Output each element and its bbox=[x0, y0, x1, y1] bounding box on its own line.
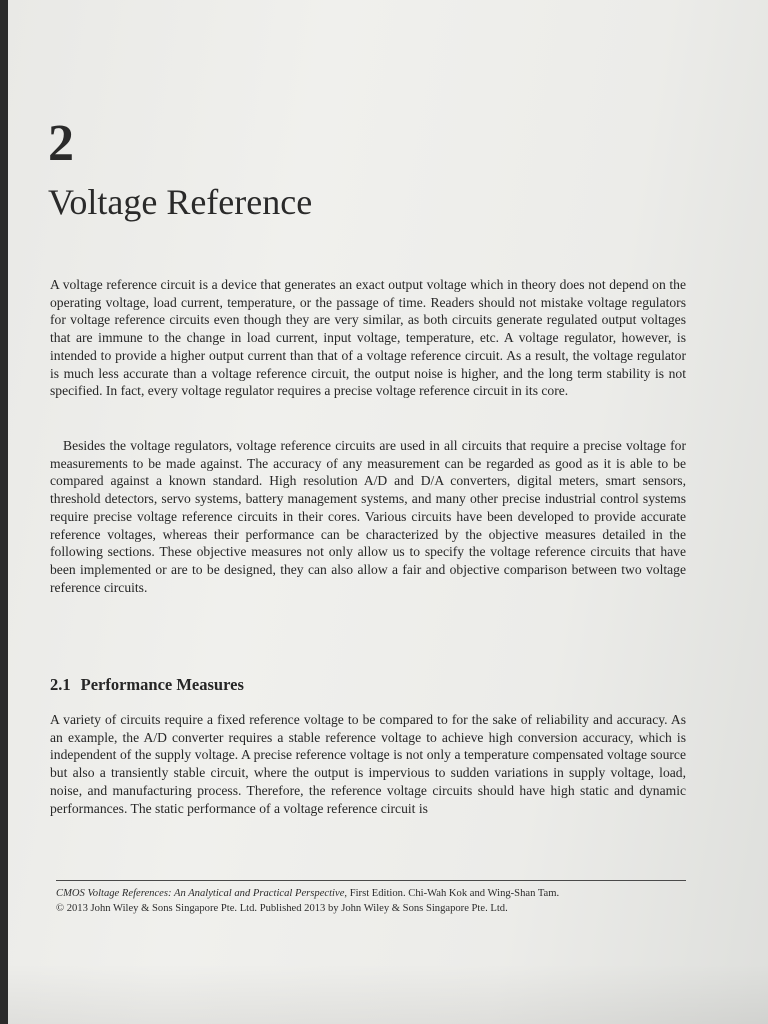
footnote-book-title: CMOS Voltage References: An Analytical and Practical Perspective bbox=[56, 888, 345, 899]
page-shadow bbox=[8, 964, 768, 1024]
section-paragraph: A variety of circuits require a fixed reference voltage to be compared to for the sake of reliability and accuracy. As an example, the A/D converter requires a stable reference voltage to achieve high conversion accuracy, which is independent of the supply voltage. A precise reference voltage is not only a temperature compensated voltage source but also a transiently stable circuit, where the output is impervious to sudden variations in supply voltage, load, noise, and manufacturing process. Therefore, the reference voltage circuits should have high static and dynamic performances. The static performance of a voltage reference circuit is bbox=[50, 712, 686, 816]
copyright-footnote bbox=[56, 886, 692, 916]
footnote-copyright: © 2013 John Wiley & Sons Singapore Pte. Ltd. Published 2013 by John Wiley & Sons Singapore Pte. Ltd. bbox=[56, 903, 508, 914]
footnote-edition-authors: , First Edition. Chi-Wah Kok and Wing-Shan Tam. bbox=[344, 888, 560, 899]
chapter-title: Voltage Reference bbox=[48, 182, 313, 222]
intro-paragraph: A voltage reference circuit is a device that generates an exact output voltage which in theory does not depend on the operating voltage, load current, temperature, or the passage of time. Readers should not mistake voltage regulators for voltage reference circuits even though they are very similar, as both circuits generate regulated output voltages that are immune to the change in load current, input voltage, temperature, etc. A voltage regulator, however, is intended to provide a higher output current than that of a voltage reference circuit. As a result, the voltage regulator is much less accurate than a voltage reference circuit, the output noise is higher, and the long term stability is not specified. In fact, every voltage regulator requires a precise voltage reference circuit in its core. bbox=[50, 277, 686, 399]
section-number: 2.1 bbox=[50, 675, 71, 694]
book-page bbox=[8, 0, 768, 1024]
second-paragraph: Besides the voltage regulators, voltage reference circuits are used in all circuits that require a precise voltage for measurements to be made against. The accuracy of any measurement can be regarded as good as it is able to be compared against a known standard. High resolution A/D and D/A converters, digital meters, smart sensors, threshold detectors, servo systems, battery management systems, and many other precise industrial control systems require precise voltage reference circuits in their cores. Various circuits have been developed to provide accurate reference voltages, whereas their performance can be characterized by the objective measures detailed in the following sections. These objective measures not only allow us to specify the voltage reference circuits that have been implemented or are to be designed, they can also allow a fair and objective comparison between two voltage reference circuits. bbox=[50, 438, 686, 595]
footnote-divider bbox=[56, 880, 686, 881]
chapter-number: 2 bbox=[48, 115, 74, 172]
section-heading bbox=[50, 675, 244, 695]
section-title: Performance Measures bbox=[80, 675, 244, 694]
